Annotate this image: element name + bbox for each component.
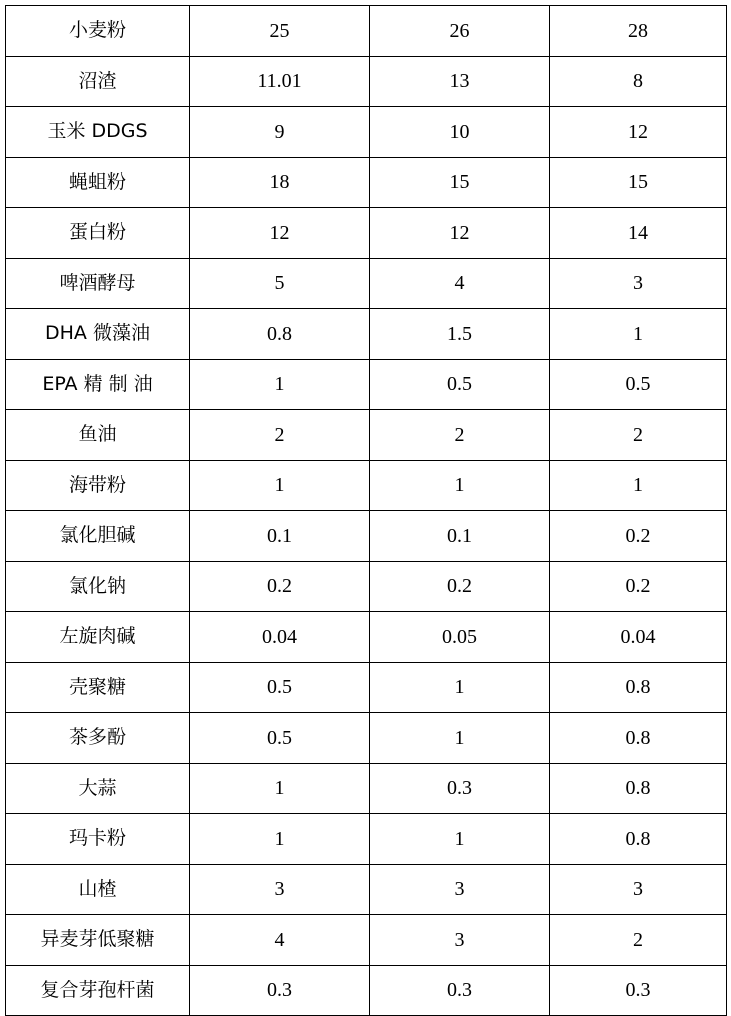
amount-cell-col-2: 1 <box>370 814 550 865</box>
table-row <box>6 6 727 57</box>
amount-cell-col-3: 1 <box>550 460 727 511</box>
table-row <box>6 359 727 410</box>
amount-cell-col-2: 1 <box>370 460 550 511</box>
table-row <box>6 410 727 461</box>
amount-cell-col-2: 26 <box>370 6 550 57</box>
amount-cell-col-3: 0.5 <box>550 359 727 410</box>
amount-cell-col-2: 0.1 <box>370 511 550 562</box>
amount-cell-col-2: 0.05 <box>370 612 550 663</box>
amount-cell-col-2: 1.5 <box>370 309 550 360</box>
amount-cell-col-2: 0.3 <box>370 763 550 814</box>
amount-cell-col-1: 0.3 <box>190 965 370 1016</box>
amount-cell-col-3: 0.2 <box>550 561 727 612</box>
amount-cell-col-3: 0.8 <box>550 763 727 814</box>
table-row <box>6 258 727 309</box>
amount-cell-col-3: 14 <box>550 208 727 259</box>
ingredient-name-cell: 蝇蛆粉 <box>6 157 190 208</box>
table-row <box>6 460 727 511</box>
amount-cell-col-1: 1 <box>190 763 370 814</box>
amount-cell-col-1: 11.01 <box>190 56 370 107</box>
amount-cell-col-3: 0.8 <box>550 662 727 713</box>
ingredient-name-cell: 复合芽孢杆菌 <box>6 965 190 1016</box>
amount-cell-col-2: 2 <box>370 410 550 461</box>
amount-cell-col-1: 0.1 <box>190 511 370 562</box>
ingredient-name-cell: 氯化钠 <box>6 561 190 612</box>
amount-cell-col-2: 1 <box>370 662 550 713</box>
amount-cell-col-1: 9 <box>190 107 370 158</box>
amount-cell-col-3: 0.3 <box>550 965 727 1016</box>
amount-cell-col-1: 2 <box>190 410 370 461</box>
amount-cell-col-3: 3 <box>550 864 727 915</box>
amount-cell-col-2: 3 <box>370 915 550 966</box>
amount-cell-col-3: 12 <box>550 107 727 158</box>
amount-cell-col-1: 1 <box>190 814 370 865</box>
ingredient-name-cell: 玉米 DDGS <box>6 107 190 158</box>
amount-cell-col-2: 13 <box>370 56 550 107</box>
amount-cell-col-3: 15 <box>550 157 727 208</box>
amount-cell-col-3: 28 <box>550 6 727 57</box>
ingredient-name-cell: 海带粉 <box>6 460 190 511</box>
amount-cell-col-1: 1 <box>190 460 370 511</box>
amount-cell-col-1: 0.5 <box>190 713 370 764</box>
amount-cell-col-3: 1 <box>550 309 727 360</box>
amount-cell-col-2: 3 <box>370 864 550 915</box>
amount-cell-col-2: 12 <box>370 208 550 259</box>
amount-cell-col-3: 3 <box>550 258 727 309</box>
table-row <box>6 309 727 360</box>
amount-cell-col-3: 0.2 <box>550 511 727 562</box>
ingredient-name-cell: 山楂 <box>6 864 190 915</box>
table-row <box>6 763 727 814</box>
table-row <box>6 713 727 764</box>
amount-cell-col-2: 10 <box>370 107 550 158</box>
ingredient-name-cell: 啤酒酵母 <box>6 258 190 309</box>
amount-cell-col-1: 1 <box>190 359 370 410</box>
ingredient-name-cell: 左旋肉碱 <box>6 612 190 663</box>
table-row <box>6 208 727 259</box>
amount-cell-col-2: 0.3 <box>370 965 550 1016</box>
amount-cell-col-1: 12 <box>190 208 370 259</box>
amount-cell-col-1: 25 <box>190 6 370 57</box>
amount-cell-col-3: 8 <box>550 56 727 107</box>
formula-table-body <box>6 6 727 1016</box>
table-row <box>6 965 727 1016</box>
ingredient-name-cell: EPA 精 制 油 <box>6 359 190 410</box>
table-row <box>6 107 727 158</box>
table-row <box>6 56 727 107</box>
amount-cell-col-3: 2 <box>550 410 727 461</box>
amount-cell-col-1: 0.5 <box>190 662 370 713</box>
amount-cell-col-1: 5 <box>190 258 370 309</box>
ingredient-name-cell: 玛卡粉 <box>6 814 190 865</box>
ingredient-name-cell: DHA 微藻油 <box>6 309 190 360</box>
amount-cell-col-3: 2 <box>550 915 727 966</box>
table-row <box>6 864 727 915</box>
amount-cell-col-2: 15 <box>370 157 550 208</box>
table-row <box>6 662 727 713</box>
amount-cell-col-1: 0.8 <box>190 309 370 360</box>
table-row <box>6 612 727 663</box>
amount-cell-col-2: 0.2 <box>370 561 550 612</box>
ingredient-name-cell: 氯化胆碱 <box>6 511 190 562</box>
ingredient-name-cell: 蛋白粉 <box>6 208 190 259</box>
amount-cell-col-3: 0.04 <box>550 612 727 663</box>
ingredient-name-cell: 异麦芽低聚糖 <box>6 915 190 966</box>
amount-cell-col-1: 0.04 <box>190 612 370 663</box>
ingredient-name-cell: 小麦粉 <box>6 6 190 57</box>
ingredient-name-cell: 大蒜 <box>6 763 190 814</box>
table-row <box>6 561 727 612</box>
amount-cell-col-2: 4 <box>370 258 550 309</box>
amount-cell-col-1: 4 <box>190 915 370 966</box>
table-row <box>6 511 727 562</box>
ingredient-name-cell: 茶多酚 <box>6 713 190 764</box>
amount-cell-col-2: 0.5 <box>370 359 550 410</box>
formula-table-container <box>5 5 726 1002</box>
table-row <box>6 157 727 208</box>
amount-cell-col-1: 3 <box>190 864 370 915</box>
ingredient-name-cell: 鱼油 <box>6 410 190 461</box>
formula-table <box>5 5 727 1016</box>
amount-cell-col-1: 0.2 <box>190 561 370 612</box>
table-row <box>6 915 727 966</box>
amount-cell-col-3: 0.8 <box>550 713 727 764</box>
amount-cell-col-3: 0.8 <box>550 814 727 865</box>
ingredient-name-cell: 壳聚糖 <box>6 662 190 713</box>
ingredient-name-cell: 沼渣 <box>6 56 190 107</box>
table-row <box>6 814 727 865</box>
amount-cell-col-1: 18 <box>190 157 370 208</box>
amount-cell-col-2: 1 <box>370 713 550 764</box>
